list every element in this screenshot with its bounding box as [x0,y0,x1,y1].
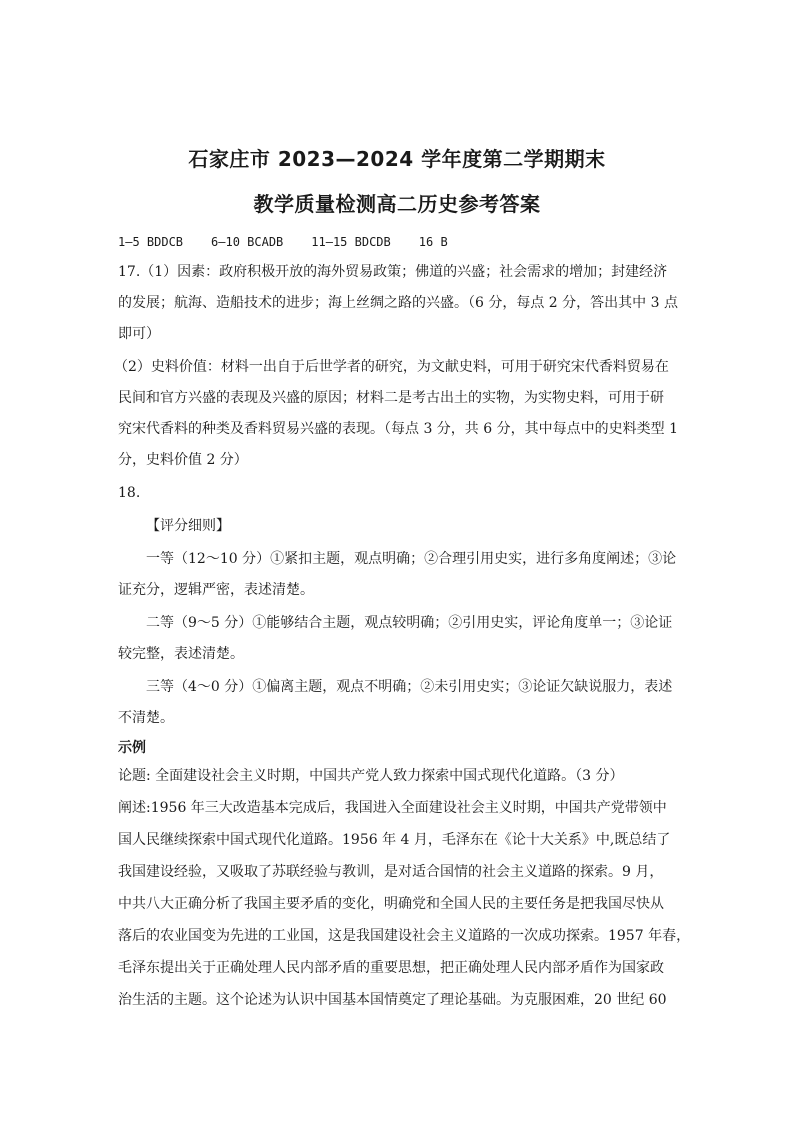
example-line-4: 中共八大正确分析了我国主要矛盾的变化，明确党和全国人民的主要任务是把我国尽快从 [118,896,664,912]
example-line-5: 落后的农业国变为先进的工业国，这是我国建设社会主义道路的一次成功探索。1957 年春， [118,928,691,944]
example-line-2: 国人民继续探索中国式现代化道路。1956 年 4 月，毛泽东在《论十大关系》中,既总结了 [118,832,671,848]
q17-line-7: 分，史料价值 2 分） [118,452,248,468]
q17-line-4: （2）史料价值：材料一出自于后世学者的研究，为文献史料，可用于研究宋代香料贸易在 [114,359,669,375]
grade-3-line-2: 不清楚。 [118,710,174,726]
example-heading: 示例 [118,740,146,756]
q17-line-6: 究宋代香料的种类及香料贸易兴盛的表现。（每点 3 分，共 6 分，其中每点中的史料类型 1 [118,421,678,437]
grade-1-line-1: 一等（12～10 分）①紧扣主题，观点明确；②合理引用史实，进行多角度阐述；③论 [146,551,677,567]
answers-group-2: 6—10 BCADB [211,235,284,249]
answers-group-1: 1—5 BDDCB [118,235,184,249]
answers-group-4: 16 B [418,235,448,249]
grade-1-line-2: 证充分，逻辑严密，表述清楚。 [118,582,314,598]
document-title-line-1: 石家庄市 2023—2024 学年度第二学期期末 [188,147,606,171]
rubric-title: 【评分细则】 [146,518,230,534]
example-thesis: 论题: 全面建设社会主义时期，中国共产党人致力探索中国式现代化道路。（3 分） [118,768,624,784]
q17-line-3: 即可） [118,326,160,342]
example-line-3: 我国建设经验，又吸取了苏联经验与教训，是对适合国情的社会主义道路的探索。9 月， [118,864,664,880]
q17-line-5: 民间和官方兴盛的表现及兴盛的原因；材料二是考古出土的实物，为实物史料，可用于研 [118,390,664,406]
grade-2-line-2: 较完整，表述清楚。 [118,646,244,662]
grade-2-line-1: 二等（9～5 分）①能够结合主题，观点较明确；②引用史实，评论角度单一；③论证 [146,615,673,631]
grade-3-line-1: 三等（4～0 分）①偏离主题，观点不明确；②未引用史实；③论证欠缺说服力，表述 [146,679,673,695]
q17-line-1: 17.（1）因素：政府积极开放的海外贸易政策；佛道的兴盛；社会需求的增加；封建经济 [118,264,668,280]
example-line-7: 治生活的主题。这个论述为认识中国基本国情奠定了理论基础。为克服困难，20 世纪 60 [118,992,667,1008]
example-line-1: 阐述:1956 年三大改造基本完成后，我国进入全面建设社会主义时期，中国共产党带领中 [118,800,667,816]
q17-line-2: 的发展；航海、造船技术的进步；海上丝绸之路的兴盛。（6 分，每点 2 分，答出其中 3 点 [118,295,678,311]
multiple-choice-answers [118,232,476,252]
answers-group-3: 11—15 BDCDB [311,235,391,249]
example-line-6: 毛泽东提出关于正确处理人民内部矛盾的重要思想，把正确处理人民内部矛盾作为国家政 [118,960,664,976]
document-title-line-2: 教学质量检测高二历史参考答案 [253,192,541,216]
q18-number: 18. [118,485,141,501]
